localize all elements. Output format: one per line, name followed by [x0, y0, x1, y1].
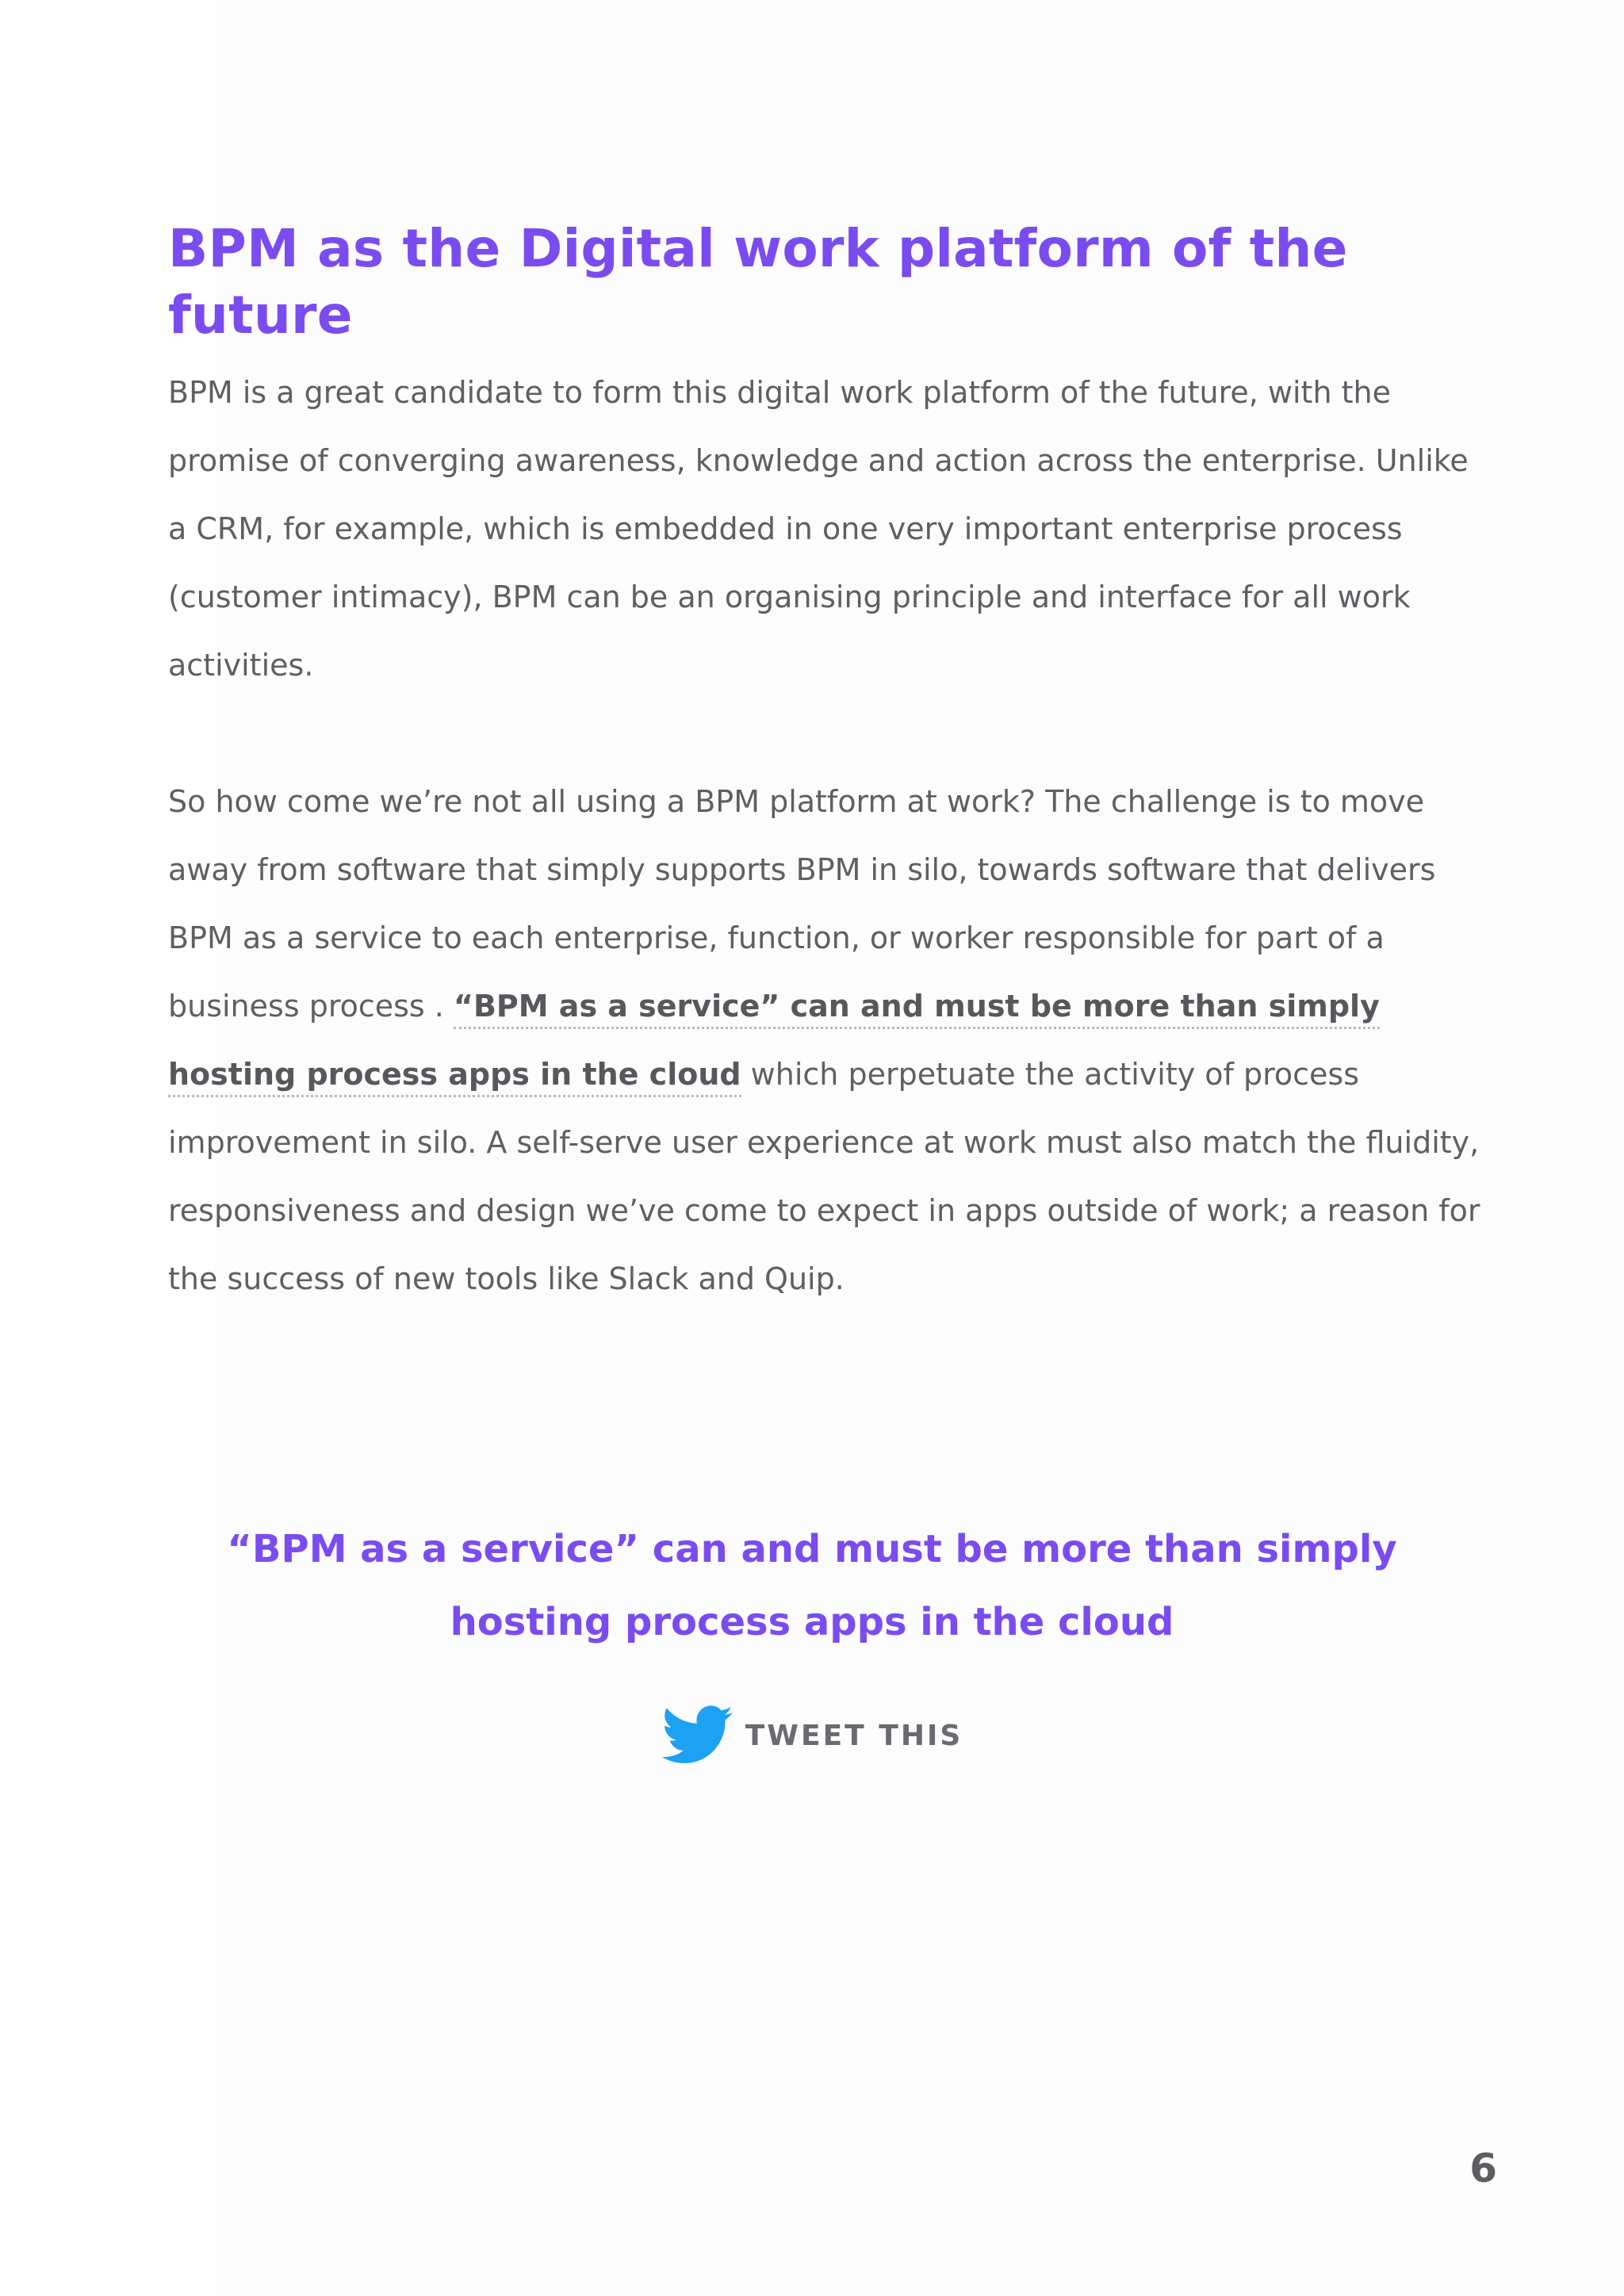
page-title: BPM as the Digital work platform of the future — [168, 218, 1348, 346]
paragraph-challenge — [168, 767, 1484, 1313]
page-number: 6 — [1469, 2145, 1497, 2191]
paragraph-intro: BPM is a great candidate to form this digital work platform of the future, with the promise of converging awareness, knowledge and action across the enterprise. Unlike a CRM, for example, which is embedded in one very important enterprise process (customer intimacy), BPM can be an organising principle and interface for all work activities. — [168, 375, 1469, 683]
article-body — [168, 216, 1484, 1313]
paragraph-challenge-tail: which perpetuate the activity of process improvement in silo. A self-serve user experience at work must also match the fluidity, responsiveness and design we’ve come to expect in apps outside of work; a reason for the success of new tools like Slack and Quip. — [168, 1057, 1480, 1296]
pull-quote-text: “BPM as a service” can and must be more than simply hosting process apps in the cloud — [227, 1527, 1397, 1644]
paragraph-challenge-lead: So how come we’re not all using a BPM platform at work? The challenge is to move away from software that simply supports BPM in silo, towards software that delivers BPM as a service to each enterprise, function, or worker responsible for part of a business process . — [168, 784, 1436, 1024]
highlighted-tweetable-quote[interactable]: “BPM as a service” can and must be more than simply hosting process apps in the cloud — [168, 989, 1380, 1097]
pull-quote — [168, 1513, 1456, 1659]
tweet-this-label: TWEET THIS — [745, 1719, 963, 1752]
tweet-this-button[interactable] — [0, 1700, 1624, 1771]
twitter-bird-icon — [661, 1705, 734, 1766]
